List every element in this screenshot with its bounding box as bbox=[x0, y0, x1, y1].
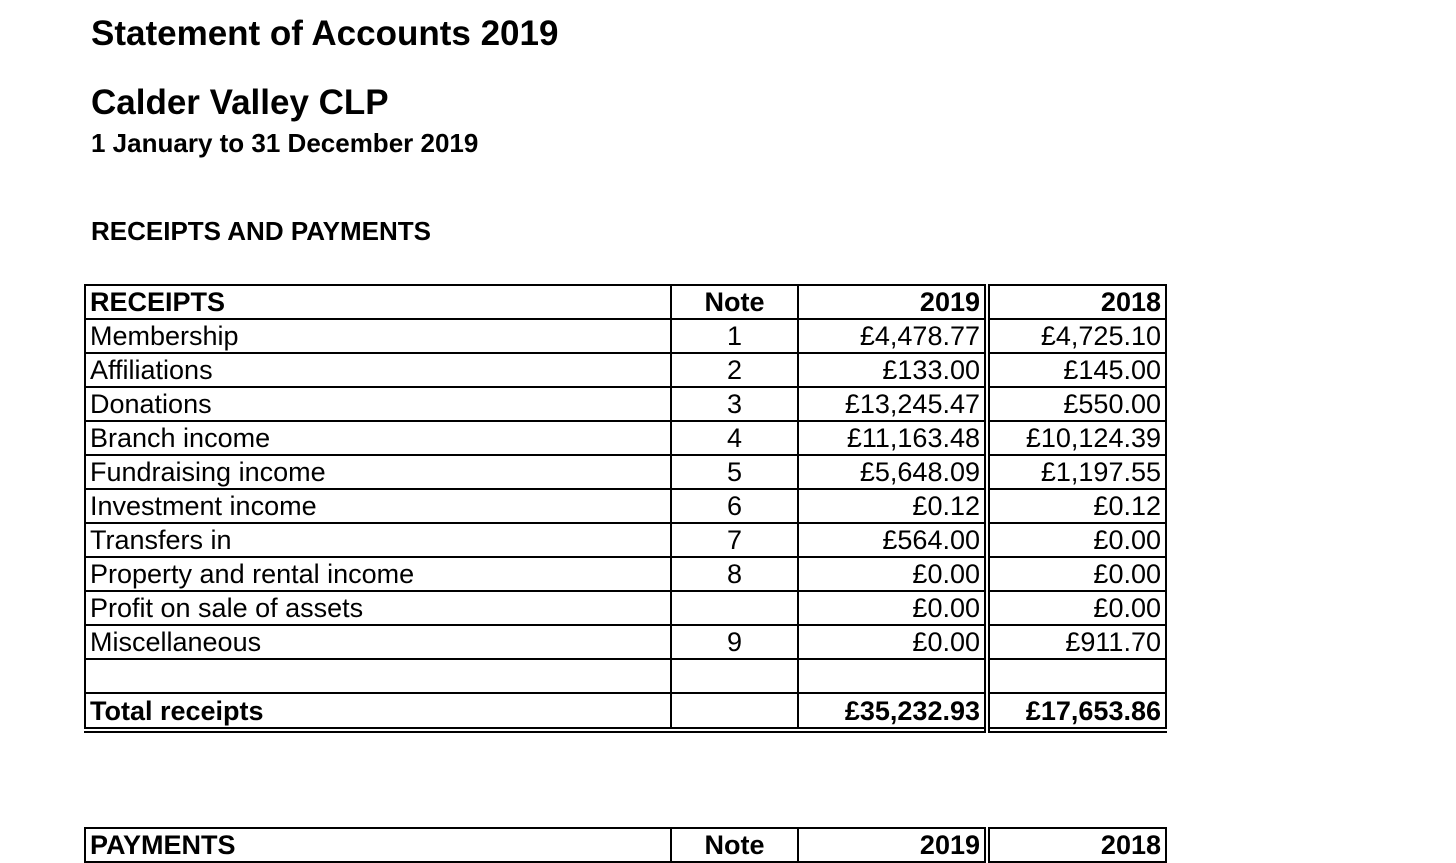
empty-cell bbox=[798, 659, 987, 693]
row-2019-value: £4,478.77 bbox=[798, 319, 987, 353]
table-row bbox=[85, 591, 1166, 625]
row-2018-value: £10,124.39 bbox=[987, 421, 1166, 455]
row-2019-value: £5,648.09 bbox=[798, 455, 987, 489]
empty-row bbox=[85, 659, 1166, 693]
table-header-row bbox=[85, 285, 1166, 319]
table-row bbox=[85, 523, 1166, 557]
row-note: 8 bbox=[671, 557, 798, 591]
row-2019-value: £13,245.47 bbox=[798, 387, 987, 421]
row-2019-value: £11,163.48 bbox=[798, 421, 987, 455]
row-2018-value: £0.00 bbox=[987, 591, 1166, 625]
row-2019-value: £133.00 bbox=[798, 353, 987, 387]
row-2018-value: £145.00 bbox=[987, 353, 1166, 387]
note-header: Note bbox=[671, 285, 798, 319]
table-row bbox=[85, 421, 1166, 455]
row-2018-value: £911.70 bbox=[987, 625, 1166, 659]
row-label: Transfers in bbox=[85, 523, 671, 557]
row-2019-value: £0.00 bbox=[798, 591, 987, 625]
total-2018-value: £17,653.86 bbox=[987, 693, 1166, 730]
table-row bbox=[85, 319, 1166, 353]
empty-cell bbox=[85, 659, 671, 693]
table-header-row bbox=[85, 828, 1166, 862]
reporting-period: 1 January to 31 December 2019 bbox=[91, 128, 479, 158]
row-label: Affiliations bbox=[85, 353, 671, 387]
receipts-table bbox=[84, 284, 1167, 733]
row-2018-value: £0.00 bbox=[987, 557, 1166, 591]
row-note: 4 bbox=[671, 421, 798, 455]
row-note: 6 bbox=[671, 489, 798, 523]
table-row bbox=[85, 387, 1166, 421]
empty-cell bbox=[671, 659, 798, 693]
organisation-name: Calder Valley CLP bbox=[91, 83, 389, 122]
row-2019-value: £0.00 bbox=[798, 625, 987, 659]
table-row bbox=[85, 455, 1166, 489]
total-note bbox=[671, 693, 798, 730]
table-row bbox=[85, 557, 1166, 591]
row-2018-value: £0.00 bbox=[987, 523, 1166, 557]
row-note: 7 bbox=[671, 523, 798, 557]
row-note: 5 bbox=[671, 455, 798, 489]
note-header: Note bbox=[671, 828, 798, 862]
row-2018-value: £550.00 bbox=[987, 387, 1166, 421]
row-label: Membership bbox=[85, 319, 671, 353]
receipts-heading: RECEIPTS bbox=[85, 285, 671, 319]
empty-cell bbox=[987, 659, 1166, 693]
row-label: Fundraising income bbox=[85, 455, 671, 489]
row-2018-value: £1,197.55 bbox=[987, 455, 1166, 489]
row-label: Property and rental income bbox=[85, 557, 671, 591]
row-note: 2 bbox=[671, 353, 798, 387]
table-row bbox=[85, 625, 1166, 659]
total-row bbox=[85, 693, 1166, 730]
year-2019-header: 2019 bbox=[798, 285, 987, 319]
payments-table bbox=[84, 827, 1167, 863]
section-heading: RECEIPTS AND PAYMENTS bbox=[91, 216, 431, 246]
year-2019-header: 2019 bbox=[798, 828, 987, 862]
payments-heading: PAYMENTS bbox=[85, 828, 671, 862]
row-note: 1 bbox=[671, 319, 798, 353]
row-note bbox=[671, 591, 798, 625]
document-title: Statement of Accounts 2019 bbox=[91, 14, 559, 53]
row-label: Profit on sale of assets bbox=[85, 591, 671, 625]
year-2018-header: 2018 bbox=[987, 285, 1166, 319]
row-label: Branch income bbox=[85, 421, 671, 455]
row-2019-value: £0.12 bbox=[798, 489, 987, 523]
row-2019-value: £564.00 bbox=[798, 523, 987, 557]
total-2019-value: £35,232.93 bbox=[798, 693, 987, 730]
row-label: Miscellaneous bbox=[85, 625, 671, 659]
total-label: Total receipts bbox=[85, 693, 671, 730]
table-row bbox=[85, 353, 1166, 387]
year-2018-header: 2018 bbox=[987, 828, 1166, 862]
table-row bbox=[85, 489, 1166, 523]
row-label: Donations bbox=[85, 387, 671, 421]
row-note: 9 bbox=[671, 625, 798, 659]
row-2018-value: £4,725.10 bbox=[987, 319, 1166, 353]
row-2019-value: £0.00 bbox=[798, 557, 987, 591]
row-note: 3 bbox=[671, 387, 798, 421]
row-label: Investment income bbox=[85, 489, 671, 523]
row-2018-value: £0.12 bbox=[987, 489, 1166, 523]
